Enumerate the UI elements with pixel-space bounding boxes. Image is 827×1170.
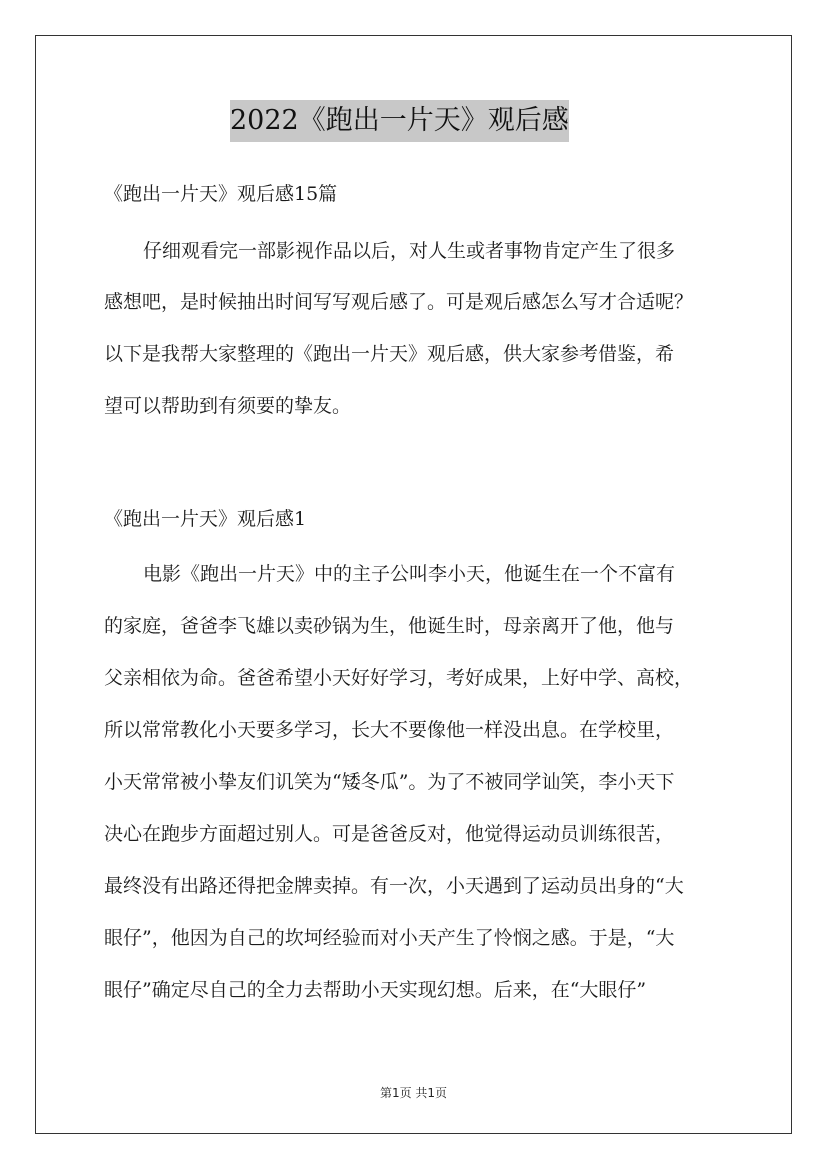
body-line-3: 父亲相依为命。爸爸希望小天好好学习，考好成果，上好中学、高校， (104, 667, 694, 689)
intro-line-1: 仔细观看完一部影视作品以后，对人生或者事物肯定产生了很多 (143, 240, 676, 262)
body-line-6: 决心在跑步方面超过别人。可是爸爸反对，他觉得运动员训练很苦， (104, 823, 675, 845)
body-line-1: 电影《跑出一片天》中的主子公叫李小天，他诞生在一个不富有 (143, 563, 676, 585)
section-heading: 《跑出一片天》观后感1 (104, 508, 307, 530)
body-line-8: 眼仔”，他因为自己的坎坷经验而对小天产生了怜悯之感。于是，“大 (104, 927, 675, 949)
body-line-7: 最终没有出路还得把金牌卖掉。有一次，小天遇到了运动员出身的“大 (104, 875, 684, 897)
intro-line-4: 望可以帮助到有须要的挚友。 (104, 395, 352, 417)
intro-line-2: 感想吧，是时候抽出时间写写观后感了。可是观后感怎么写才合适呢？ (104, 291, 694, 313)
body-line-2: 的家庭，爸爸李飞雄以卖砂锅为生，他诞生时，母亲离开了他，他与 (104, 615, 675, 637)
intro-line-3: 以下是我帮大家整理的《跑出一片天》观后感，供大家参考借鉴，希 (104, 343, 675, 365)
document-subtitle: 《跑出一片天》观后感15篇 (104, 183, 338, 205)
body-line-9: 眼仔”确定尽自己的全力去帮助小天实现幻想。后来，在“大眼仔” (104, 979, 647, 1001)
document-title: 2022《跑出一片天》观后感 (230, 100, 569, 142)
body-line-4: 所以常常教化小天要多学习，长大不要像他一样没出息。在学校里， (104, 719, 675, 741)
page-footer: 第1页 共1页 (379, 1086, 448, 1100)
body-line-5: 小天常常被小挚友们讥笑为“矮冬瓜”。为了不被同学讪笑，李小天下 (104, 771, 675, 793)
